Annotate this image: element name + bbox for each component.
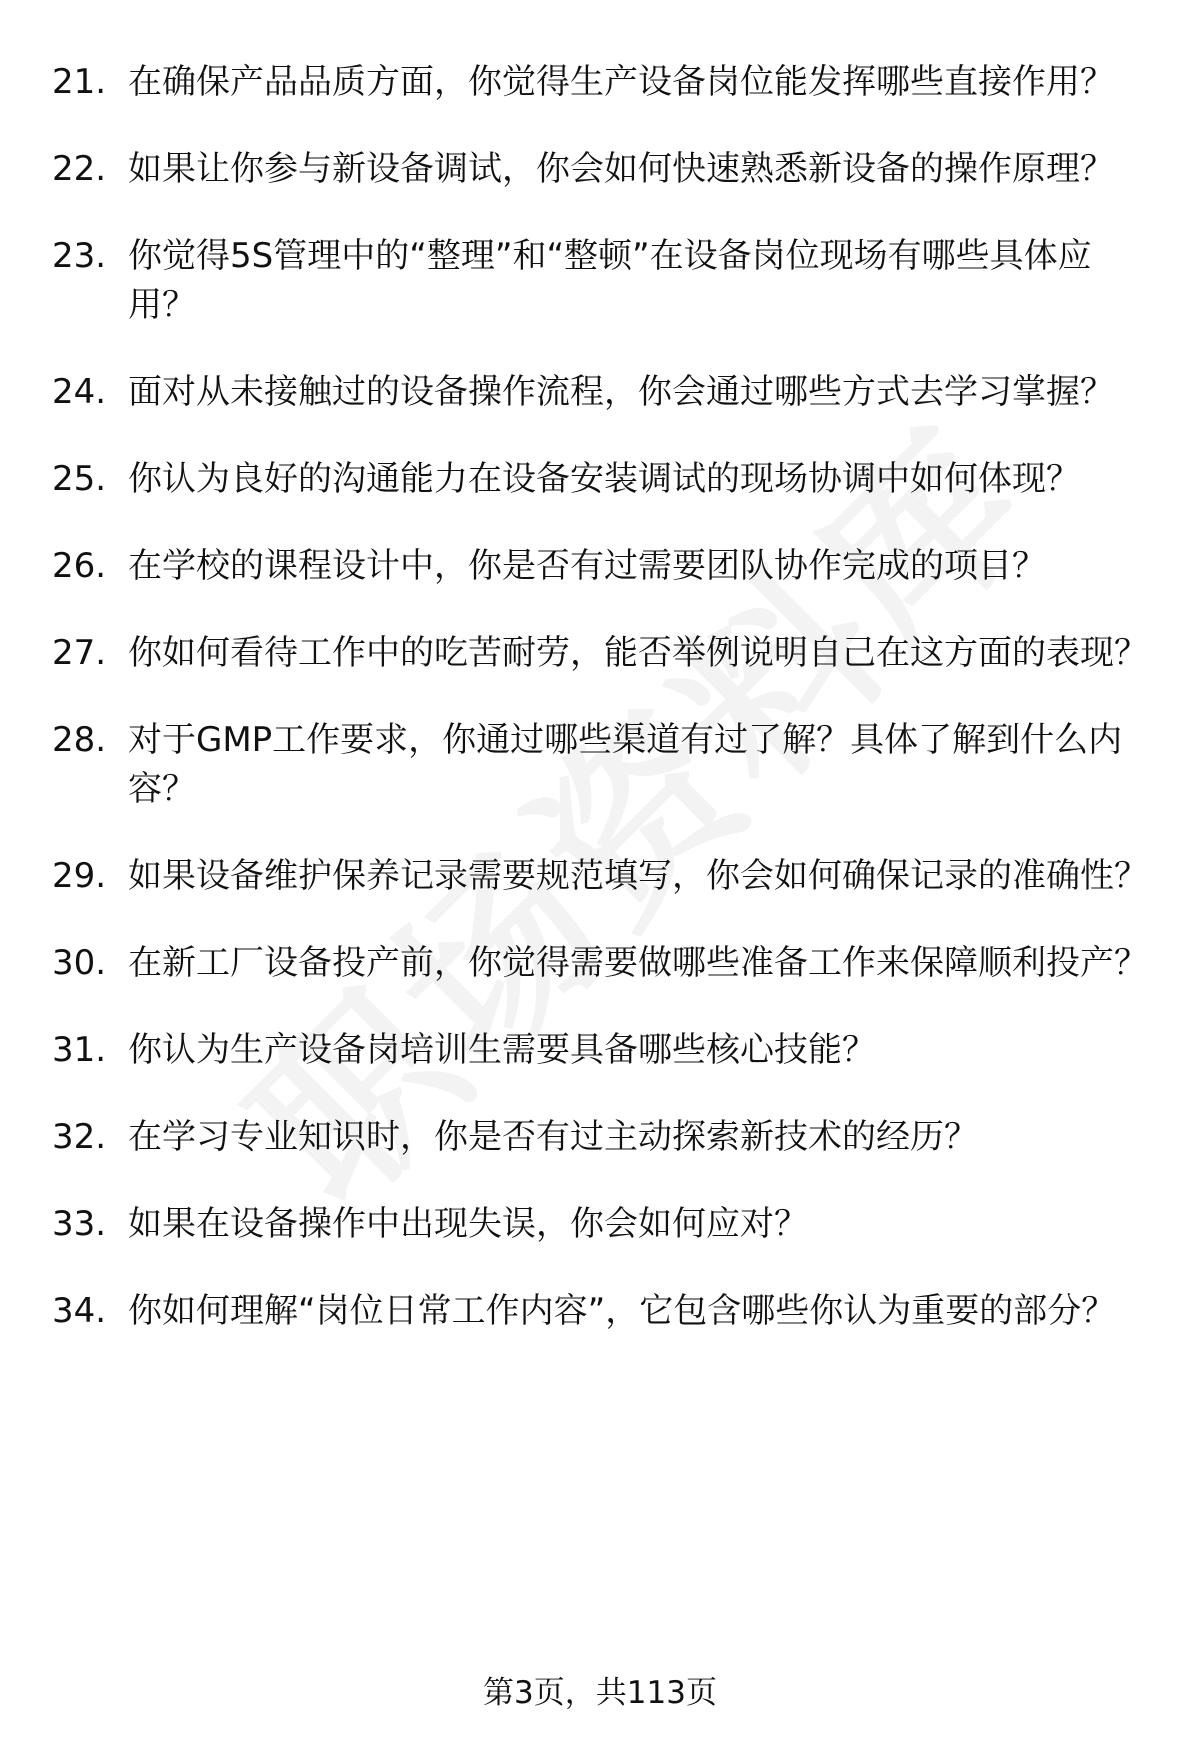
question-number: 30. bbox=[52, 943, 107, 983]
question-item bbox=[0, 145, 1200, 194]
question-item bbox=[0, 58, 1200, 107]
question-number: 21. bbox=[52, 62, 107, 102]
question-text: 在确保产品品质方面，你觉得生产设备岗位能发挥哪些直接作用？ bbox=[128, 62, 1114, 102]
question-number: 31. bbox=[52, 1030, 107, 1070]
question-item bbox=[0, 1026, 1200, 1075]
question-text: 你如何理解“岗位日常工作内容”，它包含哪些你认为重要的部分？ bbox=[128, 1291, 1116, 1331]
question-text: 如果在设备操作中出现失误，你会如何应对？ bbox=[128, 1204, 808, 1244]
page-number-footer: 第3页，共113页 bbox=[483, 1675, 717, 1711]
question-number: 24. bbox=[52, 372, 107, 412]
question-number: 28. bbox=[52, 720, 107, 760]
question-text: 在新工厂设备投产前，你觉得需要做哪些准备工作来保障顺利投产？ bbox=[128, 943, 1148, 983]
question-item bbox=[0, 368, 1200, 417]
question-number: 23. bbox=[52, 236, 107, 276]
question-item bbox=[0, 455, 1200, 504]
question-item bbox=[0, 939, 1200, 988]
question-text: 你如何看待工作中的吃苦耐劳，能否举例说明自己在这方面的表现？ bbox=[128, 633, 1148, 673]
question-item bbox=[0, 852, 1200, 901]
question-text: 在学校的课程设计中，你是否有过需要团队协作完成的项目？ bbox=[128, 546, 1046, 586]
question-number: 25. bbox=[52, 459, 107, 499]
question-number: 29. bbox=[52, 856, 107, 896]
question-item bbox=[0, 716, 1200, 814]
question-list bbox=[0, 58, 1200, 1374]
question-number: 26. bbox=[52, 546, 107, 586]
question-item bbox=[0, 1113, 1200, 1162]
question-item bbox=[0, 232, 1200, 330]
question-number: 33. bbox=[52, 1204, 107, 1244]
question-number: 32. bbox=[52, 1117, 107, 1157]
question-number: 22. bbox=[52, 149, 107, 189]
question-number: 27. bbox=[52, 633, 107, 673]
question-text: 你认为良好的沟通能力在设备安装调试的现场协调中如何体现？ bbox=[128, 459, 1080, 499]
question-item bbox=[0, 542, 1200, 591]
question-number: 34. bbox=[52, 1291, 107, 1331]
question-item bbox=[0, 1287, 1200, 1336]
question-text: 对于GMP工作要求，你通过哪些渠道有过了解？具体了解到什么内容？ bbox=[128, 720, 1123, 809]
question-text: 面对从未接触过的设备操作流程，你会通过哪些方式去学习掌握？ bbox=[128, 372, 1114, 412]
question-item bbox=[0, 629, 1200, 678]
question-text: 在学习专业知识时，你是否有过主动探索新技术的经历？ bbox=[128, 1117, 978, 1157]
question-text: 你觉得5S管理中的“整理”和“整顿”在设备岗位现场有哪些具体应用？ bbox=[128, 236, 1092, 325]
question-text: 你认为生产设备岗培训生需要具备哪些核心技能？ bbox=[128, 1030, 876, 1070]
question-item bbox=[0, 1200, 1200, 1249]
question-text: 如果让你参与新设备调试，你会如何快速熟悉新设备的操作原理？ bbox=[128, 149, 1114, 189]
question-text: 如果设备维护保养记录需要规范填写，你会如何确保记录的准确性？ bbox=[128, 856, 1148, 896]
